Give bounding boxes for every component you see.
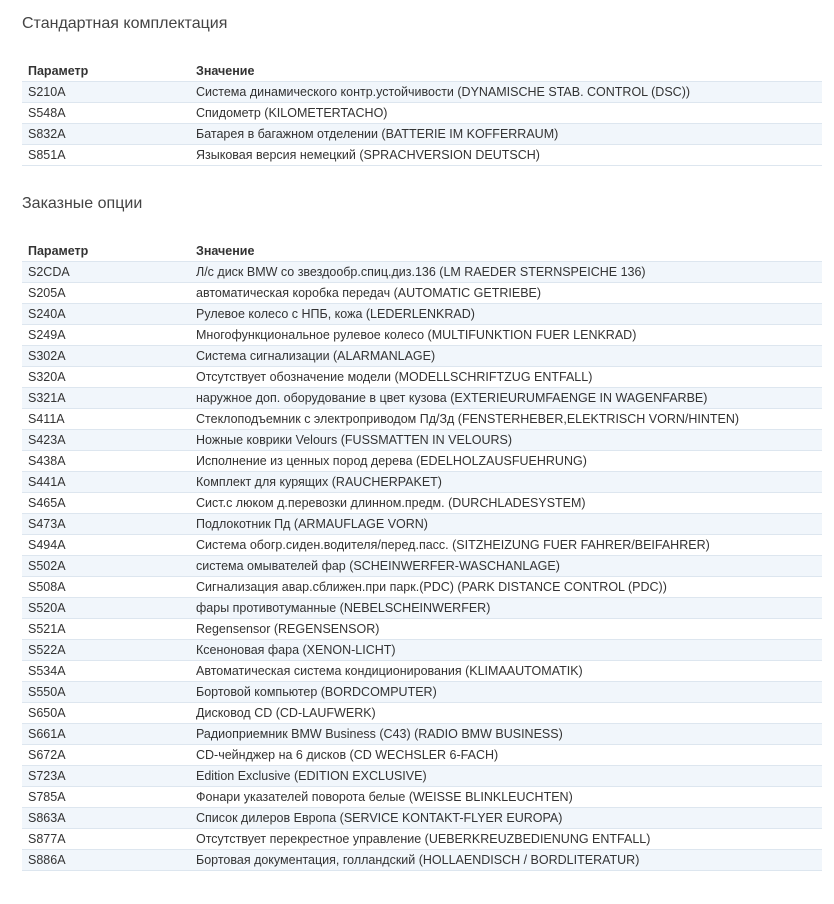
option-description: Л/с диск BMW со звездообр.спиц.диз.136 (LM RAEDER STERNSPEICHE 136) [190,262,822,283]
option-code: S723A [22,766,190,787]
option-code: S494A [22,535,190,556]
table-row [22,850,822,871]
option-description: Отсутствует обозначение модели (MODELLSCHRIFTZUG ENTFALL) [190,367,822,388]
option-description: Бортовой компьютер (BORDCOMPUTER) [190,682,822,703]
option-code: S550A [22,682,190,703]
standard-equipment-title: Стандартная комплектация [22,15,228,32]
table-row [22,82,822,103]
table-row [22,745,822,766]
option-description: Система сигнализации (ALARMANLAGE) [190,346,822,367]
option-description: Edition Exclusive (EDITION EXCLUSIVE) [190,766,822,787]
optional-equipment-title: Заказные опции [22,195,143,212]
option-code: S851A [22,145,190,166]
table-row [22,283,822,304]
standard-equipment-table [22,61,822,166]
option-description: Фонари указателей поворота белые (WEISSE BLINKLEUCHTEN) [190,787,822,808]
table-row [22,514,822,535]
option-code: S650A [22,703,190,724]
option-code: S661A [22,724,190,745]
option-description: Система динамического контр.устойчивости (DYNAMISCHE STAB. CONTROL (DSC)) [190,82,822,103]
table-row [22,346,822,367]
option-description: Сигнализация авар.сближен.при парк.(PDC) (PARK DISTANCE CONTROL (PDC)) [190,577,822,598]
option-code: S411A [22,409,190,430]
table-row [22,661,822,682]
table-header-row [22,241,822,262]
column-header-param: Параметр [22,241,190,262]
option-description: Многофункциональное рулевое колесо (MULTIFUNKTION FUER LENKRAD) [190,325,822,346]
option-description: Комплект для курящих (RAUCHERPAKET) [190,472,822,493]
option-code: S2CDA [22,262,190,283]
option-code: S249A [22,325,190,346]
option-code: S441A [22,472,190,493]
option-description: Рулевое колесо с НПБ, кожа (LEDERLENKRAD) [190,304,822,325]
table-row [22,493,822,514]
table-row [22,829,822,850]
table-row [22,145,822,166]
table-row [22,451,822,472]
table-row [22,367,822,388]
standard-equipment-rows [22,82,822,166]
optional-equipment-table [22,241,822,871]
option-code: S508A [22,577,190,598]
column-header-value: Значение [190,61,822,82]
option-code: S321A [22,388,190,409]
table-row [22,619,822,640]
table-row [22,430,822,451]
option-code: S423A [22,430,190,451]
option-code: S863A [22,808,190,829]
table-row [22,103,822,124]
option-code: S210A [22,82,190,103]
option-code: S832A [22,124,190,145]
option-code: S548A [22,103,190,124]
option-description: Бортовая документация, голландский (HOLLAENDISCH / BORDLITERATUR) [190,850,822,871]
option-description: фары противотуманные (NEBELSCHEINWERFER) [190,598,822,619]
option-code: S521A [22,619,190,640]
option-description: Regensensor (REGENSENSOR) [190,619,822,640]
option-code: S520A [22,598,190,619]
option-code: S522A [22,640,190,661]
option-description: Батарея в багажном отделении (BATTERIE IM KOFFERRAUM) [190,124,822,145]
table-row [22,472,822,493]
table-row [22,598,822,619]
table-row [22,325,822,346]
table-row [22,262,822,283]
table-row [22,556,822,577]
option-description: Система обогр.сиден.водителя/перед.пасс. (SITZHEIZUNG FUER FAHRER/BEIFAHRER) [190,535,822,556]
option-code: S886A [22,850,190,871]
option-code: S320A [22,367,190,388]
option-description: Отсутствует перекрестное управление (UEBERKREUZBEDIENUNG ENTFALL) [190,829,822,850]
option-code: S240A [22,304,190,325]
option-description: Спидометр (KILOMETERTACHO) [190,103,822,124]
option-code: S877A [22,829,190,850]
option-description: Дисковод CD (CD-LAUFWERK) [190,703,822,724]
option-code: S465A [22,493,190,514]
optional-equipment-rows [22,262,822,871]
table-row [22,808,822,829]
table-row [22,766,822,787]
option-description: Исполнение из ценных пород дерева (EDELHOLZAUSFUEHRUNG) [190,451,822,472]
column-header-value: Значение [190,241,822,262]
table-row [22,640,822,661]
table-row [22,787,822,808]
option-description: Автоматическая система кондиционирования (KLIMAAUTOMATIK) [190,661,822,682]
table-row [22,304,822,325]
option-code: S534A [22,661,190,682]
table-row [22,682,822,703]
table-row [22,724,822,745]
table-row [22,124,822,145]
option-code: S672A [22,745,190,766]
option-code: S785A [22,787,190,808]
table-header-row [22,61,822,82]
option-description: Ножные коврики Velours (FUSSMATTEN IN VELOURS) [190,430,822,451]
option-code: S302A [22,346,190,367]
table-row [22,388,822,409]
option-description: наружное доп. оборудование в цвет кузова (EXTERIEURUMFAENGE IN WAGENFARBE) [190,388,822,409]
option-description: Радиоприемник BMW Business (C43) (RADIO BMW BUSINESS) [190,724,822,745]
option-description: Список дилеров Европа (SERVICE KONTAKT-FLYER EUROPA) [190,808,822,829]
option-description: Ксеноновая фара (XENON-LICHT) [190,640,822,661]
table-row [22,535,822,556]
option-description: CD-чейнджер на 6 дисков (CD WECHSLER 6-FACH) [190,745,822,766]
table-row [22,409,822,430]
option-code: S473A [22,514,190,535]
option-description: Стеклоподъемник с электроприводом Пд/Зд (FENSTERHEBER,ELEKTRISCH VORN/HINTEN) [190,409,822,430]
option-description: Подлокотник Пд (ARMAUFLAGE VORN) [190,514,822,535]
option-description: Сист.с люком д.перевозки длинном.предм. (DURCHLADESYSTEM) [190,493,822,514]
column-header-param: Параметр [22,61,190,82]
option-code: S205A [22,283,190,304]
option-description: автоматическая коробка передач (AUTOMATIC GETRIEBE) [190,283,822,304]
option-description: Языковая версия немецкий (SPRACHVERSION DEUTSCH) [190,145,822,166]
option-description: система омывателей фар (SCHEINWERFER-WASCHANLAGE) [190,556,822,577]
table-row [22,703,822,724]
option-code: S438A [22,451,190,472]
table-row [22,577,822,598]
option-code: S502A [22,556,190,577]
